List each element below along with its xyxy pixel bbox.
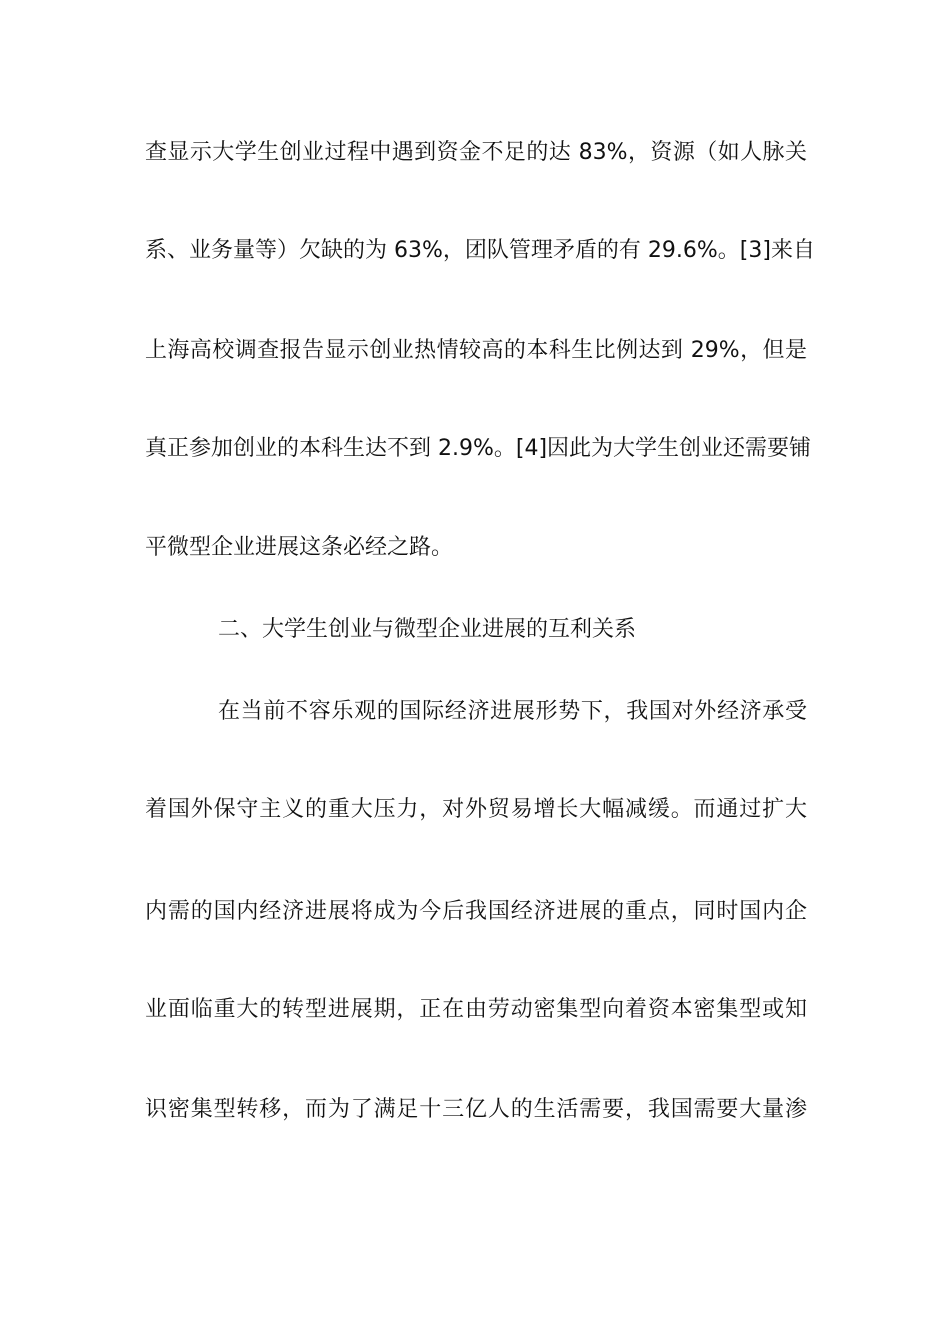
- paragraph-line: 内需的国内经济进展将成为今后我国经济进展的重点，同时国内企: [145, 899, 807, 924]
- paragraph-line: 真正参加创业的本科生达不到 2.9%。[4]因此为大学生创业还需要铺: [145, 436, 812, 461]
- paragraph-line: 业面临重大的转型进展期，正在由劳动密集型向着资本密集型或知: [145, 997, 807, 1022]
- paragraph-line: 系、业务量等）欠缺的为 63%，团队管理矛盾的有 29.6%。[3]来自: [145, 238, 815, 263]
- paragraph-line: 上海高校调查报告显示创业热情较高的本科生比例达到 29%，但是: [145, 338, 807, 363]
- section-heading: 二、大学生创业与微型企业进展的互利关系: [218, 617, 637, 642]
- paragraph-line: 查显示大学生创业过程中遇到资金不足的达 83%，资源（如人脉关: [145, 140, 807, 165]
- paragraph-line: 着国外保守主义的重大压力，对外贸易增长大幅减缓。而通过扩大: [145, 797, 807, 822]
- paragraph-line: 识密集型转移，而为了满足十三亿人的生活需要，我国需要大量渗: [145, 1097, 807, 1122]
- paragraph-line: 在当前不容乐观的国际经济进展形势下，我国对外经济承受: [218, 699, 807, 724]
- paragraph-line: 平微型企业进展这条必经之路。: [145, 535, 454, 560]
